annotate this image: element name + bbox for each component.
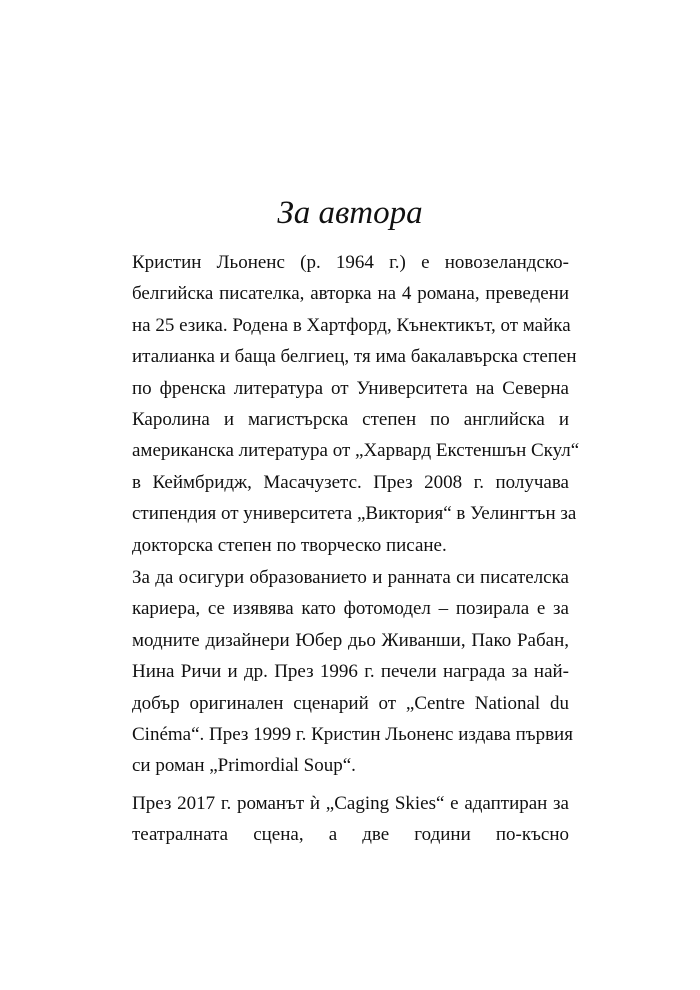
text-line: Нина Ричи и др. През 1996 г. печели награда за най- — [132, 661, 569, 683]
text-line: стипендия от университета „Виктория“ в Уелингтън за — [132, 503, 577, 525]
paragraph-1 — [132, 247, 580, 561]
text-line: Cinéma“. През 1999 г. Кристин Льоненс издава първия — [132, 723, 573, 745]
text-line: театралната сцена, а две години по-късно — [132, 824, 569, 846]
text-line: добър оригинален сценарий от „Centre National du — [132, 692, 569, 714]
text-line: Кристин Льоненс (р. 1964 г.) е новозеландско- — [132, 252, 569, 273]
text-line: модните дизайнери Юбер дьо Живанши, Пако Рабан, — [132, 629, 569, 651]
text-line: на 25 езика. Родена в Хартфорд, Кънектикът, от майка — [132, 314, 571, 336]
text-line: си роман „Primordial Soup“. — [132, 755, 356, 777]
text-line: белгийска писателка, авторка на 4 романа, преведени — [132, 283, 569, 305]
text-line: През 2017 г. романът ѝ „Caging Skies“ е адаптиран за — [132, 793, 569, 814]
text-line: докторска степен по творческо писане. — [132, 534, 447, 556]
text-line: кариера, се изявява като фотомодел – позирала е за — [132, 598, 569, 620]
text-line: Каролина и магистърска степен по английска и — [132, 408, 569, 430]
text-line: италианка и баща белгиец, тя има бакалавърска степен — [132, 346, 577, 368]
text-line: За да осигури образованието и ранната си писателска — [132, 567, 569, 588]
paragraph-3 — [132, 788, 569, 851]
paragraph-2 — [132, 562, 573, 782]
text-line: американска литература от „Харвард Екстеншън Скул“ — [132, 440, 580, 462]
text-line: в Кеймбридж, Масачузетс. През 2008 г. получава — [132, 471, 569, 493]
text-line: по френска литература от Университета на Северна — [132, 377, 569, 399]
page-title: За автора — [277, 195, 423, 231]
